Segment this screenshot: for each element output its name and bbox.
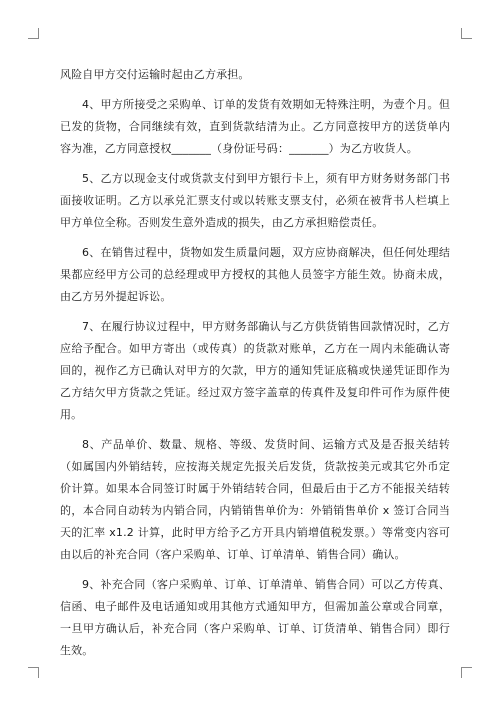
paragraph-clause-9: 9、补充合同（客户采购单、订单、订单清单、销售合同）可以乙方传真、信函、电子邮件及电话通知或用其他方式通知甲方，但需加盖公章或合同章，一旦甲方确认后，补充合同（客户采购单、订单、订货清单、销售合同）即行生效。 <box>60 578 450 657</box>
paragraph-clause-5: 5、乙方以现金支付或货款支付到甲方银行卡上，须有甲方财务财务部门书面接收证明。乙方以承兑汇票支付或以转账支票支付，必须在被背书人栏填上甲方单位全称。否则发生意外造成的损失，由乙方承担赔偿责任。 <box>60 172 450 229</box>
paragraph-clause-7: 7、在履行协议过程中，甲方财务部确认与乙方供货销售回款情况时，乙方应给予配合。如甲方寄出（或传真）的货款对账单，乙方在一周内未能确认寄回的，视作乙方已确认对甲方的欠款，甲方的通知凭证底稿或快递凭证即作为乙方结欠甲方货款之凭证。经过双方签字盖章的传真件及复印件可作为原件使用。 <box>60 320 450 421</box>
crop-mark-top-right <box>461 28 472 39</box>
paragraph-clause-4: 4、甲方所接受之采购单、订单的发货有效期如无特殊注明，为壹个月。但已发的货物，合同继续有效，直到货款结清为止。乙方同意按甲方的送货单内容为准，乙方同意授权_______（身份证号码：_______）为乙方收货人。 <box>60 98 450 155</box>
paragraph-clause-8: 8、产品单价、数量、规格、等级、发货时间、运输方式及是否报关结转（如属国内外销结转，应按海关规定先报关后发货，货款按美元或其它外币定价计算。如果本合同签订时属于外销结转合同，但最后由于乙方不能报关结转的，本合同自动转为内销合同，内销销售单价为：外销销售单价 x 签订合同当天的汇率 x1.2 计算，此时甲方给予乙方开具内销增值税发票。）等常变内容可由以后的补充合同（客户采购单、订单、订单清单、销售合同）确认。 <box>60 438 450 561</box>
crop-mark-top-left <box>28 28 39 39</box>
paragraph-continuation: 风险自甲方交付运输时起由乙方承担。 <box>60 68 250 81</box>
crop-mark-bottom-left <box>28 667 39 678</box>
crop-mark-bottom-right <box>461 667 472 678</box>
paragraph-clause-6: 6、在销售过程中，货物如发生质量问题，双方应协商解决，但任何处理结果都应经甲方公司的总经理或甲方授权的其他人员签字方能生效。协商未成，由乙方另外提起诉讼。 <box>60 246 450 303</box>
document-body <box>60 64 450 670</box>
